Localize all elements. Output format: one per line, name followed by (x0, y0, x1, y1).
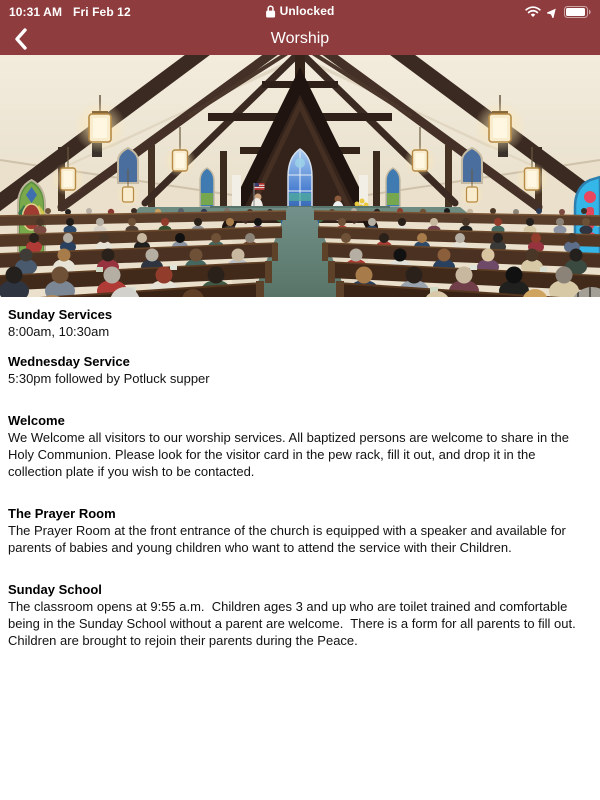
section-heading: Welcome (8, 413, 65, 428)
chevron-left-icon (14, 28, 27, 50)
section-body: 5:30pm followed by Potluck supper (8, 371, 210, 386)
status-right (525, 4, 591, 18)
section-heading: Wednesday Service (8, 354, 130, 369)
status-left (9, 3, 131, 19)
status-time: 10:31 AM (9, 5, 63, 19)
section-body: The Prayer Room at the front entrance of the church is equipped with a speaker and available for parents of babies and young children who want to attend the service with their Children. (8, 523, 570, 555)
status-lock (266, 4, 335, 18)
section-sunday-services (8, 306, 592, 340)
back-button[interactable] (4, 22, 44, 55)
page-title: Worship (270, 29, 330, 47)
section-body: We Welcome all visitors to our worship services. All baptized persons are welcome to share in the Holy Communion. Please look for the visitor card in the pew rack, fill it out, and drop it in the collection plate if you wish to be contacted. (8, 430, 573, 479)
status-bar (0, 0, 600, 22)
section-body: 8:00am, 10:30am (8, 324, 110, 339)
section-prayer-room (8, 505, 592, 556)
section-heading: Sunday School (8, 582, 102, 597)
status-date: Fri Feb 12 (73, 5, 131, 19)
page-content (0, 297, 600, 649)
section-heading: The Prayer Room (8, 506, 116, 521)
worship-photo (0, 55, 600, 297)
lock-status-label: Unlocked (279, 4, 335, 18)
battery-full-icon (564, 6, 591, 18)
app-header (0, 0, 600, 55)
section-wednesday-service (8, 353, 592, 387)
section-heading: Sunday Services (8, 307, 113, 322)
nav-bar (0, 22, 600, 55)
section-body: The classroom opens at 9:55 a.m. Children ages 3 and up who are toilet trained and comfortable being in the Sunday School without a parent are welcome. There is a form for all parents to fill out. Children are brought to rejoin their parents during the Peace. (8, 599, 583, 648)
section-sunday-school (8, 581, 592, 649)
church-interior-graphic (0, 55, 600, 297)
section-welcome (8, 412, 592, 480)
padlock-icon (266, 5, 276, 18)
location-arrow-icon (547, 7, 558, 18)
wifi-icon (525, 6, 541, 18)
